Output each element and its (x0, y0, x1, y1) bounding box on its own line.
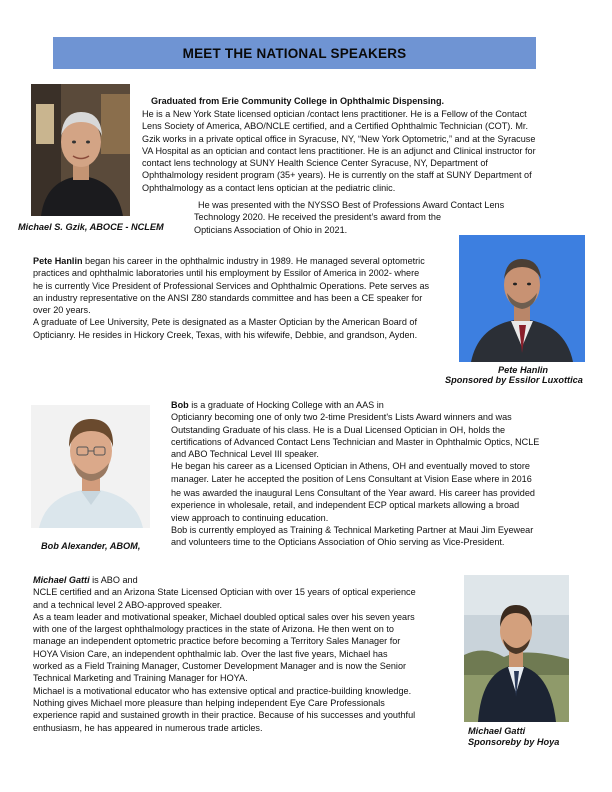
gatti-name: Michael Gatti (33, 575, 90, 585)
bob-bio-line: view approach to continuing education. (171, 512, 329, 523)
bob-bio-line: Opticianry becoming one of only two 2-time President's Lists Award winners and was (171, 412, 512, 423)
hanlin-bio-line: A graduate of Lee University, Pete is designated as a Master Optician by the American Board of (33, 317, 418, 328)
gatti-bio-line: Michael is a motivational educator who has extensive optical and practice-building knowledge. (33, 685, 412, 696)
bob-caption: Bob Alexander, ABOM, (41, 541, 141, 551)
bob-bio-line: he was awarded the inaugural Lens Consultant of the Year award. His career has provided (171, 488, 535, 499)
gzik-award-line: He was presented with the NYSSO Best of Professions Award Contact Lens (198, 200, 505, 210)
gzik-bio-line: Lens Society of America, ABO/NCLE certified, and a Certified Ophthalmic Technician (COT). Mr. (142, 121, 528, 132)
hanlin-bio-line: Opticianry. He resides in Hickory Creek, Texas, with his wifewife, Debbie, and grandson, Ayden. (33, 329, 418, 340)
hanlin-bio-line: practices and ophthalmic laboratories until his employment by Essilor of America in 2002- where (33, 268, 420, 279)
hanlin-bio (33, 255, 453, 341)
gzik-bio-line: Ophthalmology resident program (35+ years). He is currently on the staff at SUNY Department of (142, 170, 532, 181)
gzik-bio-line: Gzik works in a private optical office in Syracuse, NY, “New York Optometric,” and at the Syracuse (142, 133, 536, 144)
page-title: MEET THE NATIONAL SPEAKERS (182, 45, 407, 61)
bob-bio-line: and ABO Technical Level III speaker. (171, 449, 319, 460)
gzik-bio-line: Ophthalmology as a contact lens optician at the pediatric clinic. (142, 182, 396, 193)
gzik-bio-line: He is a New York State licensed optician /contact lens practitioner. He is a Fellow of the Contact (142, 109, 527, 119)
gzik-bio-line: contact lens technology at SUNY Health Science Center Syracuse, NY, Department of (142, 158, 488, 169)
gatti-bio-line: Technical Marketing and Training Manager for HOYA. (33, 673, 248, 684)
gatti-bio-line: and a technical level 2 ABO-approved speaker. (33, 599, 223, 610)
hanlin-caption-sponsor: Sponsored by Essilor Luxottica (445, 375, 583, 385)
bob-bio (171, 399, 591, 549)
gatti-bio-line: manage an independent optometric practice before becoming a Territory Sales Manager for (33, 636, 401, 647)
gatti-caption-sponsor: Sponsoreby by Hoya (468, 737, 560, 747)
gzik-award-line: Technology 2020. He received the president’s award from the (194, 212, 442, 223)
gatti-bio-line: NCLE certified and an Arizona State Licensed Optician with over 15 years of optical experience (33, 587, 416, 598)
bob-bio-line: He began his career as a Licensed Optician in Athens, OH and eventually moved to store (171, 461, 530, 472)
hanlin-photo (459, 235, 585, 362)
hanlin-bio-line: an industry representative on the ANSI Z80 standards committee and has been a CE speaker for (33, 292, 423, 303)
gatti-bio-line: HOYA Vision Care, an independent ophthalmic lab. Over the last five years, Michael has (33, 648, 388, 659)
hanlin-name: Pete Hanlin (33, 256, 83, 266)
bob-bio-line: Outstanding Graduate of his class. He is a Dual Licensed Optician in OH, holds the (171, 424, 506, 435)
bob-bio-line: manager. Later he accepted the position of Lens Consultant at Vision Ease where in 2016 (171, 473, 532, 484)
gatti-bio-line: enthusiasm, he has appeared in numerous trade articles. (33, 722, 263, 733)
hanlin-bio-line: he is currently Vice President of Professional Services and Ophthalmic Operations. Pete serves as (33, 280, 430, 291)
header-banner (53, 37, 536, 69)
gatti-bio-line: with one of the largest ophthalmology practices in the state of Arizona. He then went on to (33, 624, 394, 635)
hanlin-bio-first: began his career in the ophthalmic industry in 1989. He managed several optometric (82, 256, 425, 266)
hanlin-bio-line: over 20 years. (33, 305, 91, 316)
gatti-bio-line: As a team leader and motivational speaker, Michael doubled optical sales over his seven years (33, 611, 415, 622)
bob-bio-line: and volunteers time to the Opticians Association of Ohio serving as Vice-President. (171, 537, 505, 548)
bob-bio-line: Bob is currently employed as Training & Technical Marketing Partner at Maui Jim Eyewear (171, 524, 534, 535)
gatti-bio (33, 574, 458, 734)
gatti-bio-first: is ABO and (89, 575, 138, 585)
gzik-lead: Graduated from Erie Community College in Ophthalmic Dispensing. (151, 96, 445, 106)
gzik-bio (142, 108, 592, 194)
gzik-award-line: Opticians Association of Ohio in 2021. (194, 224, 348, 235)
hanlin-caption-name: Pete Hanlin (498, 365, 549, 375)
bob-name: Bob (171, 400, 189, 410)
gatti-bio-line: worked as a Field Training Manager, Customer Development Manager and is now the Senior (33, 661, 407, 672)
gzik-bio-line: VA Hospital as an optician and contact lens practitioner. He is an adjunct and Clinical instructor for (142, 145, 536, 156)
bob-photo (31, 405, 150, 528)
gatti-bio-line: Nothing gives Michael more pleasure than helping independent Eye Care Professionals (33, 697, 385, 708)
gatti-bio-line: experience rapid and sustained growth in their practice. Because of his successes and youthful (33, 710, 416, 721)
gatti-caption-name: Michael Gatti (468, 726, 526, 736)
bob-bio-line: experience in wholesale, retail, and independent ECP optical markets allowing a broad (171, 500, 520, 511)
gzik-caption: Michael S. Gzik, ABOCE - NCLEM (18, 222, 164, 232)
gatti-photo (464, 575, 569, 722)
bob-bio-line: certifications of Advanced Contact Lens Technician and Master in Ophthalmic Optics, NCLE (171, 436, 540, 447)
bob-bio-first: is a graduate of Hocking College with an AAS in (188, 400, 384, 410)
gzik-awards (194, 199, 524, 236)
gzik-photo (31, 84, 130, 216)
